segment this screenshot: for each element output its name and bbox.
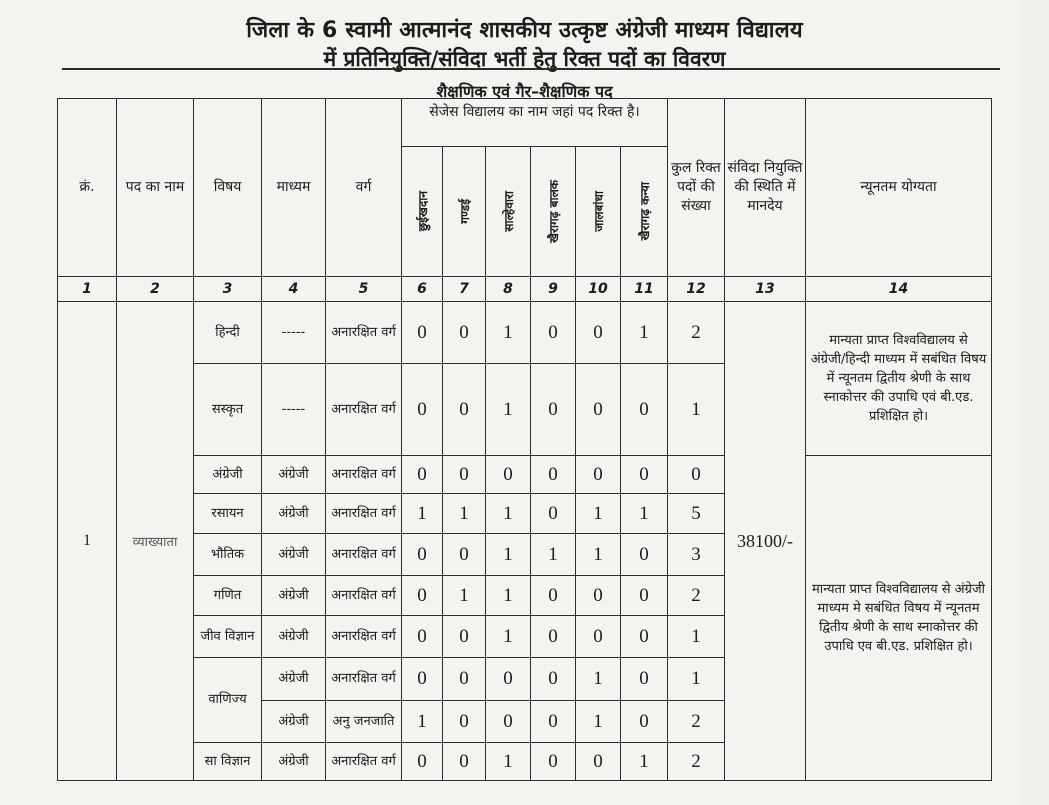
count-cell: 1 xyxy=(576,534,621,576)
qualification-cell: मान्यता प्राप्त विश्वविद्यालय से अंग्रेजी माध्यम मे सबंधित विषय में न्यूनतम द्वितीय श्रेणी के साथ स्नाकोत्तर की उपाधि एव बी.एड. प्रशिक्षित हो। xyxy=(806,456,992,781)
count-cell: 0 xyxy=(576,456,621,494)
category-cell: अनारक्षित वर्ग xyxy=(326,658,402,701)
column-number: 6 xyxy=(402,277,443,302)
subject-cell: सस्कृत xyxy=(194,364,262,456)
column-number: 3 xyxy=(194,277,262,302)
medium-cell: अंग्रेजी xyxy=(262,743,326,781)
category-cell: अनारक्षित वर्ग xyxy=(326,534,402,576)
count-cell: 1 xyxy=(486,302,531,364)
total-cell: 3 xyxy=(668,534,725,576)
count-cell: 0 xyxy=(621,616,668,658)
column-number: 2 xyxy=(117,277,194,302)
total-cell: 0 xyxy=(668,456,725,494)
count-cell: 0 xyxy=(443,534,486,576)
category-cell: अनारक्षित वर्ग xyxy=(326,456,402,494)
count-cell: 0 xyxy=(621,364,668,456)
total-cell: 1 xyxy=(668,616,725,658)
medium-cell: अंग्रेजी xyxy=(262,456,326,494)
medium-cell: अंग्रेजी xyxy=(262,576,326,616)
count-cell: 1 xyxy=(486,364,531,456)
column-number: 4 xyxy=(262,277,326,302)
count-cell: 0 xyxy=(402,743,443,781)
count-cell: 0 xyxy=(531,616,576,658)
medium-cell: अंग्रेजी xyxy=(262,701,326,743)
count-cell: 1 xyxy=(486,534,531,576)
column-number: 14 xyxy=(806,277,992,302)
count-cell: 0 xyxy=(531,494,576,534)
count-cell: 0 xyxy=(402,616,443,658)
medium-cell: अंग्रेजी xyxy=(262,494,326,534)
column-number: 8 xyxy=(486,277,531,302)
post-name: व्याख्याता xyxy=(117,302,194,781)
count-cell: 0 xyxy=(443,364,486,456)
school-name: जालबांधा xyxy=(591,191,606,232)
subject-cell: रसायन xyxy=(194,494,262,534)
count-cell: 0 xyxy=(531,576,576,616)
count-cell: 0 xyxy=(402,658,443,701)
total-cell: 2 xyxy=(668,743,725,781)
header-category: वर्ग xyxy=(326,99,402,277)
category-cell: अनारक्षित वर्ग xyxy=(326,576,402,616)
count-cell: 0 xyxy=(531,701,576,743)
category-cell: अनारक्षित वर्ग xyxy=(326,494,402,534)
count-cell: 0 xyxy=(402,576,443,616)
header-school xyxy=(531,147,576,277)
count-cell: 0 xyxy=(621,658,668,701)
header-school xyxy=(402,147,443,277)
column-number-row xyxy=(58,277,992,302)
school-name: खैरागढ़ कन्या xyxy=(637,182,652,241)
header-school xyxy=(576,147,621,277)
honorarium-value: 38100/- xyxy=(725,302,806,781)
vacancy-table xyxy=(57,98,992,781)
subject-cell: वाणिज्य xyxy=(194,658,262,743)
school-name: साल्हेवारा xyxy=(501,191,516,232)
count-cell: 1 xyxy=(531,534,576,576)
count-cell: 0 xyxy=(402,364,443,456)
medium-cell: ----- xyxy=(262,302,326,364)
table-row xyxy=(58,456,992,494)
medium-cell: अंग्रेजी xyxy=(262,534,326,576)
header-post-name: पद का नाम xyxy=(117,99,194,277)
count-cell: 0 xyxy=(402,302,443,364)
count-cell: 1 xyxy=(486,743,531,781)
count-cell: 0 xyxy=(486,658,531,701)
column-number: 9 xyxy=(531,277,576,302)
header-school-group: सेजेस विद्यालय का नाम जहां पद रिक्त है। xyxy=(402,99,668,147)
qualification-cell: मान्यता प्राप्त विश्वविद्यालय से अंग्रेजी/हिन्दी माध्यम में सबंधित विषय में न्यूनतम द्वितीय श्रेणी के साथ स्नाकोत्तर की उपाधि एवं बी.एड. प्रशिक्षित हो। xyxy=(806,302,992,456)
count-cell: 0 xyxy=(531,302,576,364)
title-divider xyxy=(62,68,1000,70)
school-name: खैरागढ़ बालक xyxy=(546,180,561,243)
medium-cell: अंग्रेजी xyxy=(262,658,326,701)
total-cell: 1 xyxy=(668,364,725,456)
medium-cell: ----- xyxy=(262,364,326,456)
count-cell: 1 xyxy=(576,658,621,701)
category-cell: अनारक्षित वर्ग xyxy=(326,616,402,658)
count-cell: 0 xyxy=(576,364,621,456)
subject-cell: सा विज्ञान xyxy=(194,743,262,781)
column-number: 1 xyxy=(58,277,117,302)
header-qualification: न्यूनतम योग्यता xyxy=(806,99,992,277)
header-school xyxy=(486,147,531,277)
document-title-line1: जिला के 6 स्वामी आत्मानंद शासकीय उत्कृष्ट अंग्रेजी माध्यम विद्यालय xyxy=(246,18,803,43)
total-cell: 1 xyxy=(668,658,725,701)
header-honorarium: संविदा नियुक्ति की स्थिति में मानदेय xyxy=(725,99,806,277)
count-cell: 0 xyxy=(576,743,621,781)
column-number: 13 xyxy=(725,277,806,302)
category-cell: अनारक्षित वर्ग xyxy=(326,302,402,364)
count-cell: 0 xyxy=(621,534,668,576)
total-cell: 2 xyxy=(668,576,725,616)
header-serial: क्रं. xyxy=(58,99,117,277)
category-cell: अनु जनजाति xyxy=(326,701,402,743)
document-subtitle: शैक्षणिक एवं गैर–शैक्षणिक पद xyxy=(436,82,613,101)
subject-cell: हिन्दी xyxy=(194,302,262,364)
count-cell: 0 xyxy=(621,576,668,616)
count-cell: 1 xyxy=(443,494,486,534)
count-cell: 0 xyxy=(486,701,531,743)
subject-cell: भौतिक xyxy=(194,534,262,576)
count-cell: 0 xyxy=(402,534,443,576)
count-cell: 0 xyxy=(621,456,668,494)
count-cell: 0 xyxy=(576,616,621,658)
count-cell: 0 xyxy=(531,658,576,701)
subject-cell: अंग्रेजी xyxy=(194,456,262,494)
table-row xyxy=(58,302,992,364)
count-cell: 1 xyxy=(402,494,443,534)
category-cell: अनारक्षित वर्ग xyxy=(326,364,402,456)
total-cell: 2 xyxy=(668,302,725,364)
count-cell: 1 xyxy=(486,616,531,658)
count-cell: 0 xyxy=(486,456,531,494)
count-cell: 0 xyxy=(443,302,486,364)
header-medium: माध्यम xyxy=(262,99,326,277)
count-cell: 1 xyxy=(443,576,486,616)
count-cell: 0 xyxy=(576,302,621,364)
subject-cell: जीव विज्ञान xyxy=(194,616,262,658)
count-cell: 1 xyxy=(486,494,531,534)
school-name: गण्डई xyxy=(457,199,472,224)
count-cell: 1 xyxy=(621,494,668,534)
header-school xyxy=(443,147,486,277)
header-total: कुल रिक्त पदों की संख्या xyxy=(668,99,725,277)
medium-cell: अंग्रेजी xyxy=(262,616,326,658)
header-subject: विषय xyxy=(194,99,262,277)
count-cell: 0 xyxy=(621,701,668,743)
count-cell: 1 xyxy=(402,701,443,743)
total-cell: 5 xyxy=(668,494,725,534)
count-cell: 1 xyxy=(576,701,621,743)
count-cell: 1 xyxy=(621,743,668,781)
count-cell: 0 xyxy=(531,456,576,494)
count-cell: 0 xyxy=(443,658,486,701)
count-cell: 0 xyxy=(402,456,443,494)
count-cell: 1 xyxy=(621,302,668,364)
school-name: छुईखदान xyxy=(415,191,430,232)
count-cell: 0 xyxy=(443,701,486,743)
column-number: 7 xyxy=(443,277,486,302)
count-cell: 0 xyxy=(443,456,486,494)
count-cell: 0 xyxy=(443,616,486,658)
category-cell: अनारक्षित वर्ग xyxy=(326,743,402,781)
count-cell: 0 xyxy=(531,364,576,456)
column-number: 12 xyxy=(668,277,725,302)
count-cell: 0 xyxy=(531,743,576,781)
column-number: 11 xyxy=(621,277,668,302)
subject-cell: गणित xyxy=(194,576,262,616)
count-cell: 0 xyxy=(576,576,621,616)
column-number: 10 xyxy=(576,277,621,302)
header-school xyxy=(621,147,668,277)
total-cell: 2 xyxy=(668,701,725,743)
count-cell: 1 xyxy=(486,576,531,616)
count-cell: 1 xyxy=(576,494,621,534)
column-number: 5 xyxy=(326,277,402,302)
count-cell: 0 xyxy=(443,743,486,781)
serial-number: 1 xyxy=(58,302,117,781)
document-title-line2: में प्रतिनियुक्ति/संविदा भर्ती हेतु रिक्त पदों का विवरण xyxy=(323,47,726,71)
